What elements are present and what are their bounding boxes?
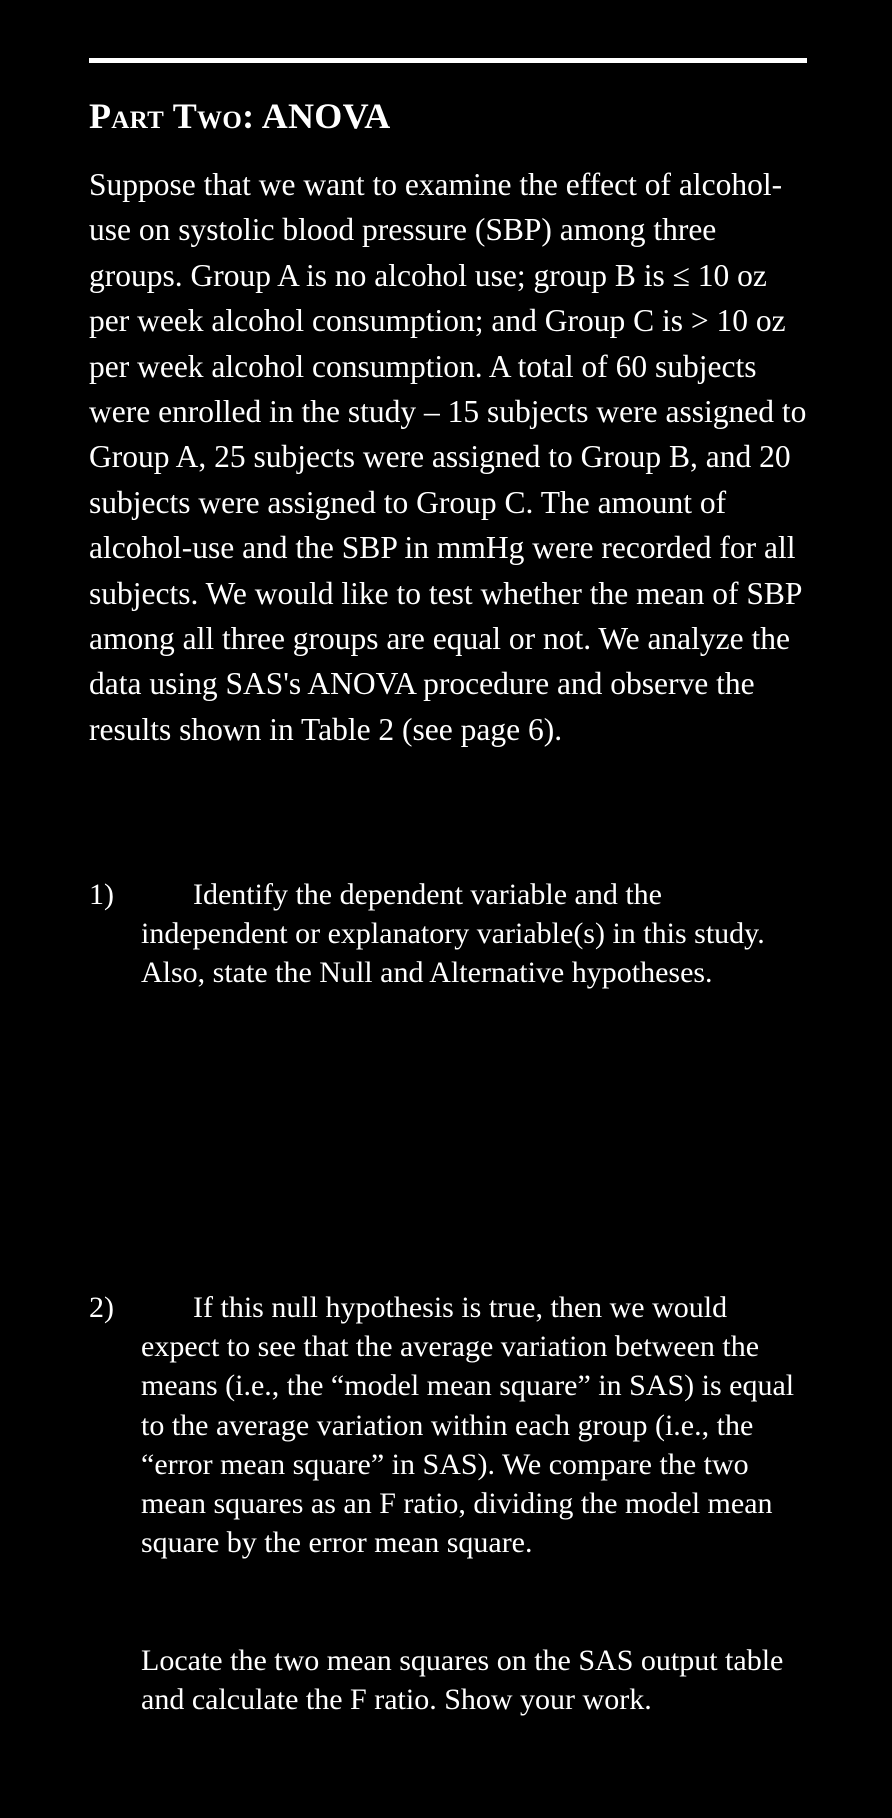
intro-paragraph: Suppose that we want to examine the effect of alcohol-use on systolic blood pressure (SBP) among three groups. Group A is no alcohol use; group B is ≤ 10 oz per week alcohol consumption; and Group C is > 10 oz per week alcohol consumption. A total of 60 subjects were enrolled in the study – 15 subjects were assigned to Group A, 25 subjects were assigned to Group B, and 20 subjects were assigned to Group C. The amount of alcohol-use and the SBP in mmHg were recorded for all subjects. We would like to test whether the mean of SBP among all three groups are equal or not. We analyze the data using SAS's ANOVA procedure and observe the results shown in Table 2 (see page 6). bbox=[89, 167, 807, 747]
section-heading: Part Two: ANOVA bbox=[89, 96, 391, 136]
question-2-followup: Locate the two mean squares on the SAS output table and calculate the F ratio. Show your work. bbox=[141, 1644, 784, 1717]
question-1-text: Identify the dependent variable and the independent or explanatory variable(s) in this study. Also, state the Null and Alternative hypotheses. bbox=[141, 878, 765, 990]
question-1 bbox=[89, 875, 809, 993]
question-2 bbox=[89, 1288, 809, 1562]
question-1-number: 1) bbox=[89, 878, 114, 911]
question-2-followup-block bbox=[89, 1641, 809, 1719]
question-2-number: 2) bbox=[89, 1291, 114, 1324]
top-rule bbox=[89, 58, 807, 63]
question-2-text: If this null hypothesis is true, then we would expect to see that the average variation between the means (i.e., the “model mean square” in SAS) is equal to the average variation within each group (i.e., the “error mean square” in SAS). We compare the two mean squares as an F ratio, dividing the model mean square by the error mean square. bbox=[141, 1291, 795, 1560]
